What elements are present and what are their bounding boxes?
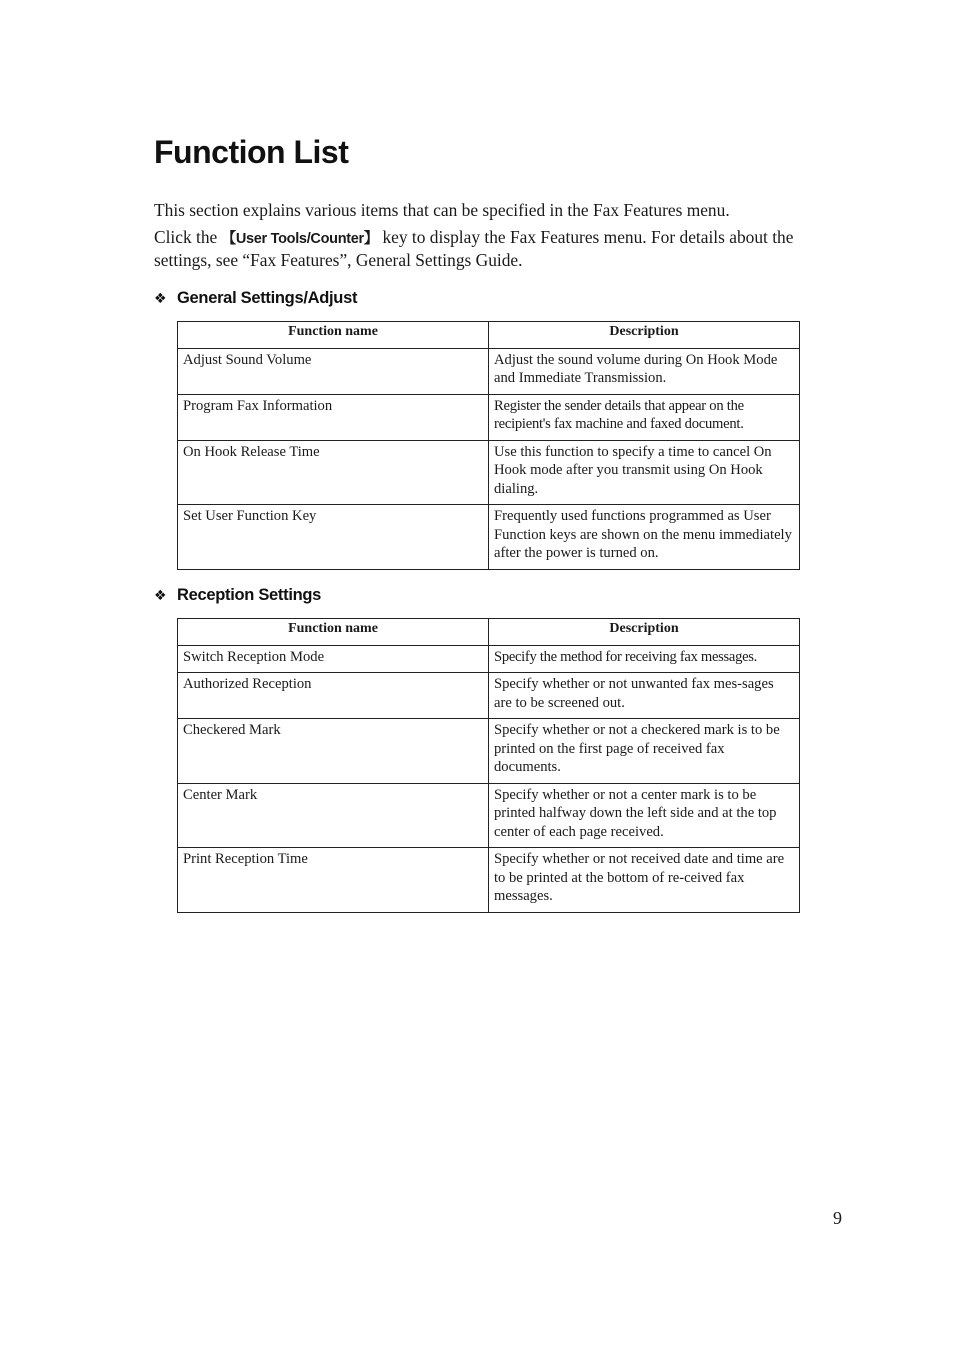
description-cell: Specify whether or not a center mark is to be printed halfway down the left side and at the top center of each page received.: [489, 783, 800, 848]
section-heading-reception-settings: [154, 584, 321, 606]
description-cell: Adjust the sound volume during On Hook Mode and Immediate Transmission.: [489, 348, 800, 394]
column-header-description: Description: [489, 619, 800, 646]
reception-settings-table: [177, 618, 800, 913]
table-row: [178, 783, 800, 848]
diamond-bullet-icon: ❖: [154, 290, 167, 306]
section-heading-general-settings: [154, 287, 357, 309]
intro-text: [154, 200, 802, 277]
table-row: [178, 394, 800, 440]
description-cell: Frequently used functions programmed as User Function keys are shown on the menu immediately after the power is turned on.: [489, 505, 800, 570]
description-cell: Specify whether or not received date and time are to be printed at the bottom of re-ceived fax messages.: [489, 848, 800, 913]
function-name-cell: Print Reception Time: [178, 848, 489, 913]
function-name-cell: Center Mark: [178, 783, 489, 848]
table-row: [178, 505, 800, 570]
description-cell: Specify the method for receiving fax messages.: [489, 645, 800, 673]
intro-paragraph: This section explains various items that can be specified in the Fax Features menu.: [154, 200, 730, 220]
function-name-cell: Checkered Mark: [178, 719, 489, 784]
column-header-description: Description: [489, 322, 800, 349]
table-header-row: [178, 322, 800, 349]
section-heading-label: Reception Settings: [177, 586, 322, 604]
general-settings-table: [177, 321, 800, 570]
page-number: 9: [833, 1208, 842, 1228]
column-header-function-name: Function name: [178, 619, 489, 646]
description-cell: Specify whether or not unwanted fax mes-sages are to be screened out.: [489, 673, 800, 719]
table-row: [178, 673, 800, 719]
intro-instruction: [154, 227, 802, 271]
function-name-cell: On Hook Release Time: [178, 440, 489, 505]
function-name-cell: Adjust Sound Volume: [178, 348, 489, 394]
page-title: Function List: [154, 134, 349, 170]
table-row: [178, 348, 800, 394]
function-name-cell: Set User Function Key: [178, 505, 489, 570]
function-name-cell: Authorized Reception: [178, 673, 489, 719]
table-header-row: [178, 619, 800, 646]
table-row: [178, 719, 800, 784]
column-header-function-name: Function name: [178, 322, 489, 349]
function-name-cell: Switch Reception Mode: [178, 645, 489, 673]
table-row: [178, 848, 800, 913]
description-cell: Register the sender details that appear on the recipient's fax machine and faxed document.: [489, 394, 800, 440]
intro-click-prefix: Click the: [154, 227, 222, 247]
table-row: [178, 440, 800, 505]
intro-click-suffix: key to display the Fax Features menu. For details about the settings, see “Fax Features”, General Settings Guide.: [154, 227, 794, 270]
function-name-cell: Program Fax Information: [178, 394, 489, 440]
key-bracket-open: 【: [221, 231, 236, 247]
diamond-bullet-icon: ❖: [154, 587, 167, 603]
user-tools-counter-key: [222, 231, 378, 247]
key-bracket-close: 】: [363, 231, 379, 247]
description-cell: Use this function to specify a time to cancel On Hook mode after you transmit using On Hook dialing.: [489, 440, 800, 505]
section-heading-label: General Settings/Adjust: [177, 289, 358, 307]
key-label: User Tools/Counter: [235, 231, 364, 247]
table-row: [178, 645, 800, 673]
description-cell: Specify whether or not a checkered mark is to be printed on the first page of received fax documents.: [489, 719, 800, 784]
